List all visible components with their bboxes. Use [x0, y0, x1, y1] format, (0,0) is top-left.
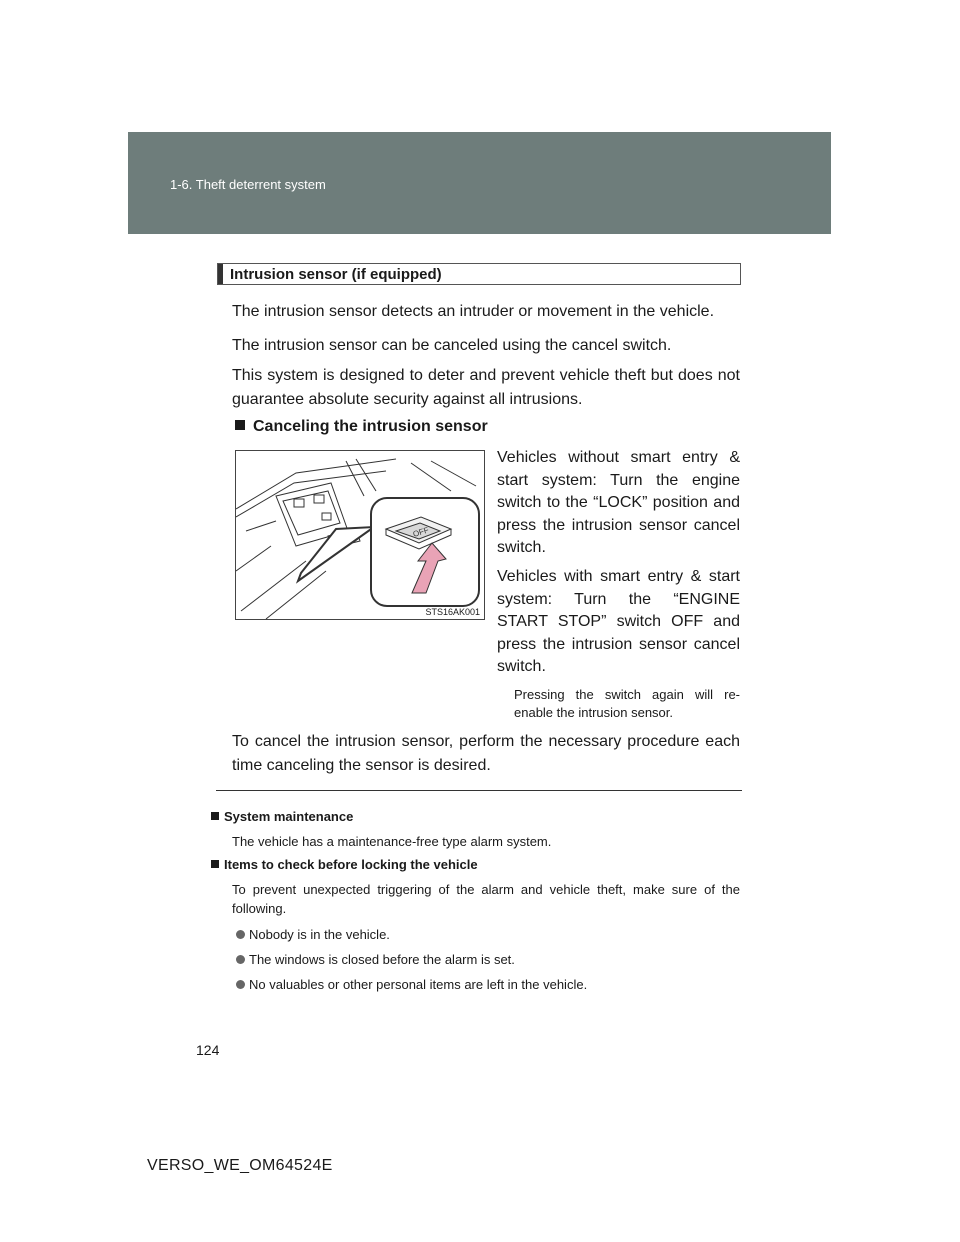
page-number: 124 [196, 1042, 220, 1058]
intro-paragraph-3: This system is designed to deter and prevent vehicle theft but does not guarantee absolute security against all intrusions. [232, 367, 740, 408]
overhead-console-drawing [236, 451, 486, 621]
document-code: VERSO_WE_OM64524E [147, 1157, 333, 1174]
intro-paragraph-1: The intrusion sensor detects an intruder or movement in the vehicle. [232, 303, 715, 320]
list-item-text: No valuables or other personal items are left in the vehicle. [249, 977, 588, 992]
intro-paragraph-2: The intrusion sensor can be canceled using the cancel switch. [232, 337, 672, 354]
without-smart-entry-instructions: Vehicles without smart entry & start system: Turn the engine switch to the “LOCK” position and press the intrusion sensor cancel switch. [497, 449, 740, 556]
check-heading [211, 857, 478, 872]
section-heading: Intrusion sensor (if equipped) [230, 266, 442, 283]
list-item-text: The windows is closed before the alarm is set. [249, 952, 515, 967]
cancel-switch-illustration [235, 450, 485, 620]
closing-paragraph: To cancel the intrusion sensor, perform the necessary procedure each time canceling the sensor is desired. [232, 733, 740, 774]
figure-code: STS16AK001 [425, 607, 480, 617]
check-text: To prevent unexpected triggering of the alarm and vehicle theft, make sure of the following. [232, 882, 740, 916]
re-enable-note: Pressing the switch again will re-enable the intrusion sensor. [514, 687, 740, 720]
list-item [236, 977, 587, 992]
switch-off-label: OFF [411, 525, 430, 539]
list-item-text: Nobody is in the vehicle. [249, 927, 390, 942]
divider-rule [216, 790, 742, 791]
section-title: 1-6. Theft deterrent system [170, 177, 326, 192]
round-bullet-icon [236, 980, 245, 989]
header-band [128, 132, 831, 234]
maintenance-text: The vehicle has a maintenance-free type alarm system. [232, 834, 552, 849]
with-smart-entry-instructions: Vehicles with smart entry & start system: Turn the “ENGINE START STOP” switch OFF and press the intrusion sensor cancel switch. [497, 568, 740, 675]
square-bullet-icon [211, 812, 219, 820]
canceling-heading-text: Canceling the intrusion sensor [253, 418, 488, 435]
square-bullet-icon [211, 860, 219, 868]
section-heading-box [217, 263, 741, 285]
list-item [236, 927, 390, 942]
check-heading-text: Items to check before locking the vehicle [224, 857, 478, 872]
section-heading-bar [218, 264, 223, 284]
canceling-heading [235, 418, 488, 436]
maintenance-heading-text: System maintenance [224, 809, 354, 824]
round-bullet-icon [236, 955, 245, 964]
list-item [236, 952, 515, 967]
square-bullet-icon [235, 420, 245, 430]
round-bullet-icon [236, 930, 245, 939]
maintenance-heading [211, 809, 353, 824]
